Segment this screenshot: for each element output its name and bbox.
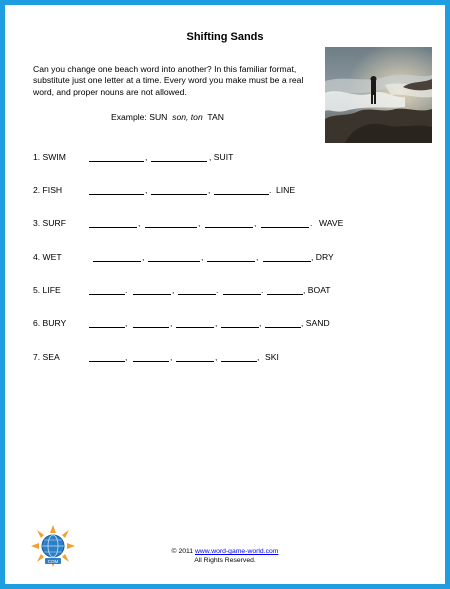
answer-blank[interactable]: [151, 194, 207, 195]
answer-blank[interactable]: [176, 327, 214, 328]
example-step1: son,: [172, 112, 189, 122]
puzzle-start-word: 4. WET: [33, 252, 62, 262]
puzzle-start-word: 1. SWIM: [33, 152, 66, 162]
puzzle-start-word: 6. BURY: [33, 318, 67, 328]
beach-photo: [325, 47, 432, 143]
puzzle-end-word: WAVE: [319, 218, 344, 228]
puzzle-row: 5. LIFE . , . . , BOAT: [33, 285, 331, 295]
page-title: Shifting Sands: [186, 31, 264, 43]
footer: [5, 547, 445, 565]
answer-blank[interactable]: [151, 161, 207, 162]
answer-blank[interactable]: [148, 261, 200, 262]
answer-blank[interactable]: [133, 361, 169, 362]
puzzle-end-word: , BOAT: [303, 285, 331, 295]
example-start: SUN: [149, 112, 168, 122]
logo-text: COM: [47, 559, 59, 564]
puzzle-end-word: , SUIT: [209, 152, 234, 162]
answer-blank[interactable]: [89, 161, 144, 162]
answer-blank[interactable]: [89, 194, 144, 195]
answer-blank[interactable]: [133, 327, 169, 328]
answer-blank[interactable]: [223, 294, 261, 295]
copyright-text: © 2011: [171, 548, 194, 555]
answer-blank[interactable]: [221, 361, 257, 362]
rights-text: All Rights Reserved.: [194, 557, 256, 564]
puzzle-row: 2. FISH , , . LINE: [33, 185, 296, 195]
puzzle-start-word: 2. FISH: [33, 185, 63, 195]
answer-blank[interactable]: [93, 261, 141, 262]
answer-blank[interactable]: [178, 294, 216, 295]
puzzle-start-word: 5. LIFE: [33, 285, 61, 295]
answer-blank[interactable]: [89, 327, 125, 328]
answer-blank[interactable]: [265, 327, 301, 328]
answer-blank[interactable]: [267, 294, 303, 295]
example-step2: ton: [190, 112, 203, 122]
puzzle-row: 3. SURF , , , . WAVE: [33, 218, 344, 228]
answer-blank[interactable]: [89, 294, 125, 295]
answer-blank[interactable]: [205, 227, 253, 228]
beach-photo-image: [325, 47, 432, 143]
answer-blank[interactable]: [145, 227, 197, 228]
answer-blank[interactable]: [176, 361, 214, 362]
puzzle-end-word: , SAND: [301, 318, 330, 328]
answer-blank[interactable]: [221, 327, 259, 328]
answer-blank[interactable]: [214, 194, 269, 195]
puzzle-row: 1. SWIM , , SUIT: [33, 152, 234, 162]
example-line: [111, 112, 224, 122]
puzzle-start-word: 3. SURF: [33, 218, 66, 228]
answer-blank[interactable]: [89, 361, 125, 362]
answer-blank[interactable]: [263, 261, 311, 262]
example-label: Example:: [111, 112, 147, 122]
answer-blank[interactable]: [261, 227, 309, 228]
puzzle-row: 7. SEA , , , , SKI: [33, 352, 279, 362]
example-end: TAN: [207, 112, 224, 122]
puzzle-start-word: 7. SEA: [33, 352, 60, 362]
answer-blank[interactable]: [207, 261, 255, 262]
puzzle-row: 4. WET , , , , DRY: [33, 252, 334, 262]
puzzle-end-word: LINE: [276, 185, 296, 195]
answer-blank[interactable]: [89, 227, 137, 228]
answer-blank[interactable]: [133, 294, 171, 295]
puzzle-row: 6. BURY , , , , , SAND: [33, 318, 330, 328]
website-link[interactable]: www.word-game-world.com: [194, 548, 279, 555]
puzzle-end-word: , DRY: [311, 252, 334, 262]
intro-text: Can you change one beach word into another? In this familiar format, substitute just one letter at a time. Every word you make must be a real word, and proper nouns are not allowed.: [33, 64, 304, 97]
puzzle-end-word: SKI: [265, 352, 279, 362]
